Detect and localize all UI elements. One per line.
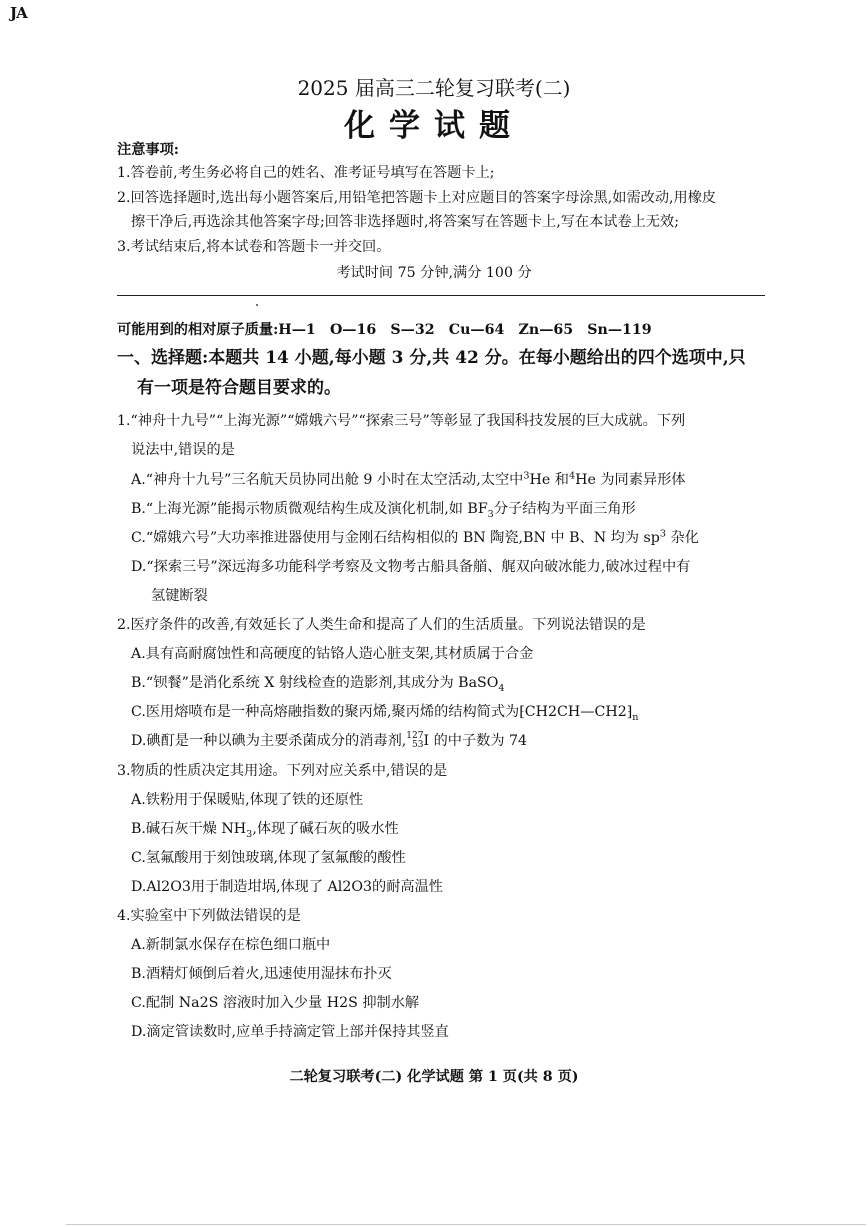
q3-option-b xyxy=(131,819,399,839)
q1-b-text: B.“上海光源”能揭示物质微观结构生成及演化机制,如 BF xyxy=(131,501,488,517)
q2-c-text: C.医用熔喷布是一种高熔融指数的聚丙烯,聚丙烯的结构简式为 xyxy=(131,704,520,720)
q1-a-mass1: 3 xyxy=(523,470,530,482)
q1-c-text: C.“嫦娥六号”大功率推进器使用与金刚石结构相似的 BN 陶瓷,BN 中 B、N 均为 sp xyxy=(131,530,660,546)
q4-option-d: D.滴定管读数时,应单手持滴定管上部并保持其竖直 xyxy=(131,1024,449,1040)
q2-option-c xyxy=(131,702,639,722)
atomic-masses: 可能用到的相对原子质量:H—1 O—16 S—32 Cu—64 Zn—65 Sn—119 xyxy=(117,322,652,338)
q2-option-a: A.具有高耐腐蚀性和高硬度的钴铬人造心脏支架,其材质属于合金 xyxy=(131,646,534,662)
q1-option-d-cont: 氢键断裂 xyxy=(151,588,208,604)
q3-b-sub: 3 xyxy=(246,828,253,840)
note-item: 1.答卷前,考生务必将自己的姓名、准考证号填写在答题卡上; xyxy=(117,165,495,181)
polymer-bracket-right: ⁆ xyxy=(626,704,633,720)
q2-option-d xyxy=(131,731,527,751)
exam-title: 2025 届高三二轮复习联考(二) xyxy=(297,76,571,100)
q2-c-n: n xyxy=(632,711,639,723)
note-item: 3.考试结束后,将本试卷和答题卡一并交回。 xyxy=(117,239,391,255)
q1-stem: 1.“神舟十九号”“上海光源”“嫦娥六号”“探索三号”等彰显了我国科技发展的巨大成就。下列 xyxy=(117,413,686,429)
iodine-z: 53 xyxy=(412,740,424,750)
q2-b-sub: 4 xyxy=(498,682,505,694)
q3-option-d: D.Al2O3用于制造坩埚,体现了 Al2O3的耐高温性 xyxy=(131,879,443,895)
divider xyxy=(117,295,765,296)
subject-title: 化学试题 xyxy=(344,108,524,144)
q2-d-end: I 的中子数为 74 xyxy=(423,733,528,749)
q4-option-b: B.酒精灯倾倒后着火,迅速使用湿抹布扑灭 xyxy=(131,966,392,982)
corner-mark: JA xyxy=(10,4,27,22)
iodine-mass: 127 xyxy=(406,731,424,741)
q3-b-text: B.碱石灰干燥 NH xyxy=(131,821,247,837)
q1-a-mass2: 4 xyxy=(568,470,576,482)
section-heading: 一、选择题:本题共 14 小题,每小题 3 分,共 42 分。在每小题给出的四个选项中,只 xyxy=(117,348,746,368)
q1-option-b xyxy=(131,499,636,519)
q4-option-a: A.新制氯水保存在棕色细口瓶中 xyxy=(131,937,331,953)
q1-a-end: He 为同素异形体 xyxy=(575,472,686,488)
q1-b-sub: 3 xyxy=(487,508,494,520)
q2-c-formula: CH2CH—CH2 xyxy=(524,704,627,720)
q2-option-b xyxy=(131,673,505,693)
section-heading-cont: 有一项是符合题目要求的。 xyxy=(137,378,341,398)
q1-a-text: A.“神舟十九号”三名航天员协同出舱 9 小时在太空活动,太空中 xyxy=(131,472,524,488)
q1-option-a xyxy=(131,470,685,490)
q3-b-end: ,体现了碱石灰的吸水性 xyxy=(252,821,399,837)
q1-b-end: 分子结构为平面三角形 xyxy=(493,501,636,517)
q1-a-mid: He 和 xyxy=(529,472,569,488)
q1-stem-cont: 说法中,错误的是 xyxy=(131,442,235,458)
note-item: 擦干净后,再选涂其他答案字母;回答非选择题时,将答案写在答题卡上,写在本试卷上无效; xyxy=(131,214,680,230)
q1-c-end: 杂化 xyxy=(666,530,699,546)
exam-time: 考试时间 75 分钟,满分 100 分 xyxy=(336,265,532,281)
divider-dot xyxy=(256,304,258,306)
q2-b-text: B.“钡餐”是消化系统 X 射线检查的造影剂,其成分为 BaSO xyxy=(131,675,499,691)
q3-stem: 3.物质的性质决定其用途。下列对应关系中,错误的是 xyxy=(117,763,448,779)
page-footer: 二轮复习联考(二) 化学试题 第 1 页(共 8 页) xyxy=(289,1069,579,1085)
iodine-nuclide xyxy=(406,732,423,750)
q4-stem: 4.实验室中下列做法错误的是 xyxy=(117,908,301,924)
notes-heading: 注意事项: xyxy=(117,142,179,158)
polymer-bracket-left: ⁅ xyxy=(519,704,525,720)
q1-option-c xyxy=(131,528,699,548)
q2-d-text: D.碘酊是一种以碘为主要杀菌成分的消毒剂, xyxy=(131,733,407,749)
scan-edge xyxy=(66,1224,866,1225)
q1-c-sup: 3 xyxy=(659,528,667,540)
q2-stem: 2.医疗条件的改善,有效延长了人类生命和提高了人们的生活质量。下列说法错误的是 xyxy=(117,617,646,633)
q3-option-c: C.氢氟酸用于刻蚀玻璃,体现了氢氟酸的酸性 xyxy=(131,850,406,866)
note-item: 2.回答选择题时,选出每小题答案后,用铅笔把答题卡上对应题目的答案字母涂黑,如需改动,用橡皮 xyxy=(117,190,717,206)
q4-option-c: C.配制 Na2S 溶液时加入少量 H2S 抑制水解 xyxy=(131,995,420,1011)
q3-option-a: A.铁粉用于保暖贴,体现了铁的还原性 xyxy=(131,792,364,808)
q1-option-d: D.“探索三号”深远海多功能科学考察及文物考古船具备艏、艉双向破冰能力,破冰过程中有 xyxy=(131,559,691,575)
